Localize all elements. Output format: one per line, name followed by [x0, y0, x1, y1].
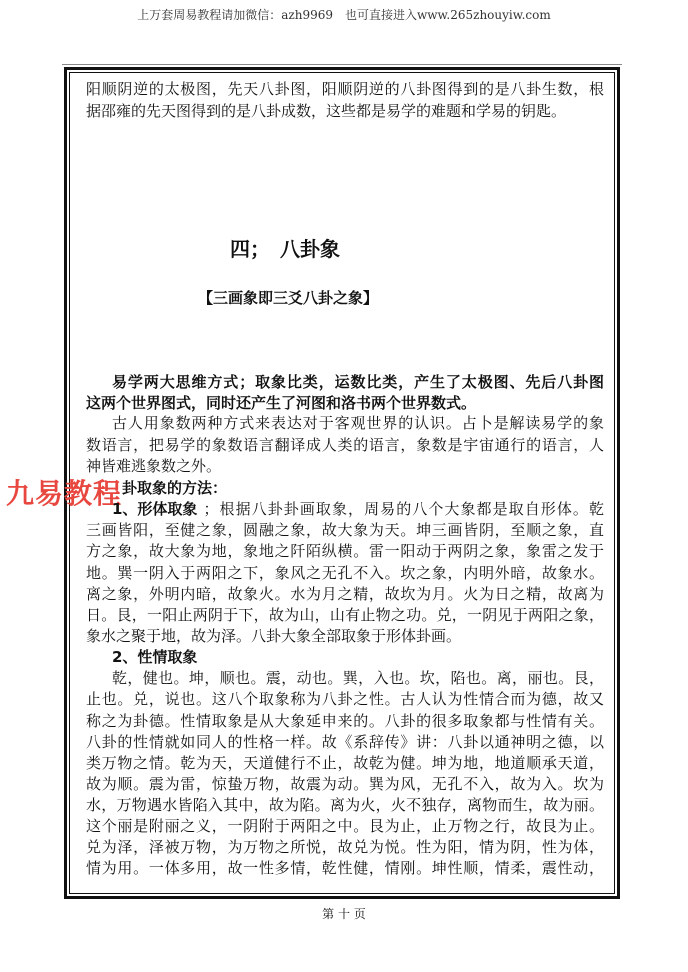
bold-paragraph-line: 易学两大思维方式；取象比类，运数比类，产生了太极图、先后八卦图 — [112, 373, 604, 391]
methods-heading: 卦取象的方法： — [122, 479, 228, 497]
paragraph-line: 称之为卦德。性情取象是从大象延申来的。八卦的很多取象都与性情有关。 — [86, 712, 604, 730]
paragraph-line: 八卦的性情就如同人的性格一样。故《系辞传》讲：八卦以通神明之德，以 — [86, 733, 604, 751]
paragraph-line: 类万物之情。乾为天，天道健行不止，故乾为健。坤为地，地道顺承天道， — [86, 754, 604, 772]
paragraph-line: 地。巽一阴入于两阳之下，象风之无孔不入。坎之象，内明外暗，故象水。 — [86, 564, 604, 582]
paragraph-line: 兑为泽，泽被万物，为万物之所悦，故兑为悦。性为阳，情为阴，性为体， — [86, 838, 604, 856]
paragraph-line: 水，万物遇水皆陷入其中，故为陷。离为火，火不独存，离物而生，故为丽。 — [86, 796, 604, 814]
paragraph-line: 日。艮，一阳止两阴于下，故为山，山有止物之功。兑，一阴见于两阳之象， — [86, 606, 604, 624]
watermark-logo: 九易教程 — [6, 477, 123, 510]
bold-paragraph-line: 这两个世界图式，同时还产生了河图和洛书两个世界数式。 — [86, 394, 477, 412]
intro-line: 阳顺阴逆的太极图，先天八卦图，阳顺阴逆的八卦图得到的是八卦生数，根 — [86, 80, 604, 98]
method1-text: ；根据八卦卦画取象，周易的八个大象都是取自形体。乾 — [203, 500, 604, 518]
paragraph-line: 神皆难逃象数之外。 — [86, 457, 222, 475]
intro-line: 据邵雍的先天图得到的是八卦成数，这些都是易学的难题和学易的钥匙。 — [86, 102, 567, 120]
paragraph-line: 数语言，把易学的象数语言翻译成人类的语言，象数是宇宙通行的语言，人 — [86, 436, 604, 454]
paragraph-line: 故为顺。震为雷，惊蛰万物，故震为动。巽为风，无孔不入，故为入。坎为 — [86, 775, 604, 793]
page-number: 第 十 页 — [322, 907, 366, 921]
paragraph-line: 这个丽是附丽之义，一阴附于两阳之中。艮为止，止万物之行，故艮为止。 — [86, 817, 604, 835]
paragraph-line: 古人用象数两种方式来表达对于客观世界的认识。占卜是解读易学的象 — [112, 414, 604, 432]
paragraph-line: 离之象，外明内暗，故象火。水为月之精，故坎为月。火为日之精，故离为 — [86, 585, 604, 603]
method1-title: 1、形体取象 — [112, 500, 198, 518]
section-subtitle: 【三画象即三爻八卦之象】 — [198, 289, 379, 307]
section-title: 四； 八卦象 — [230, 237, 340, 261]
paragraph-line: 止也。兑，说也。这八个取象称为八卦之性。古人认为性情合而为德，故又 — [86, 690, 604, 708]
paragraph-line: 方之象，故大象为地，象地之阡陌纵横。雷一阳动于两阴之象，象雷之发于 — [86, 542, 604, 560]
method1-first-line — [112, 499, 604, 519]
paragraph-line: 象水之聚于地，故为泽。八卦大象全部取象于形体卦画。 — [86, 627, 462, 645]
paragraph-line: 情为用。一体多用，故一性多情，乾性健，情刚。坤性顺，情柔，震性动， — [86, 859, 604, 877]
page-top-rule — [62, 64, 622, 65]
paragraph-line: 三画皆阳，至健之象，圆融之象，故大象为天。坤三画皆阴，至顺之象，直 — [86, 521, 604, 539]
header-banner: 上万套周易教程请加微信：azh9969 也可直接进入www.265zhouyiw.com — [137, 8, 551, 22]
paragraph-line: 乾，健也。坤，顺也。震，动也。巽，入也。坎，陷也。离，丽也。艮， — [112, 669, 604, 687]
method2-title: 2、性情取象 — [112, 648, 198, 666]
